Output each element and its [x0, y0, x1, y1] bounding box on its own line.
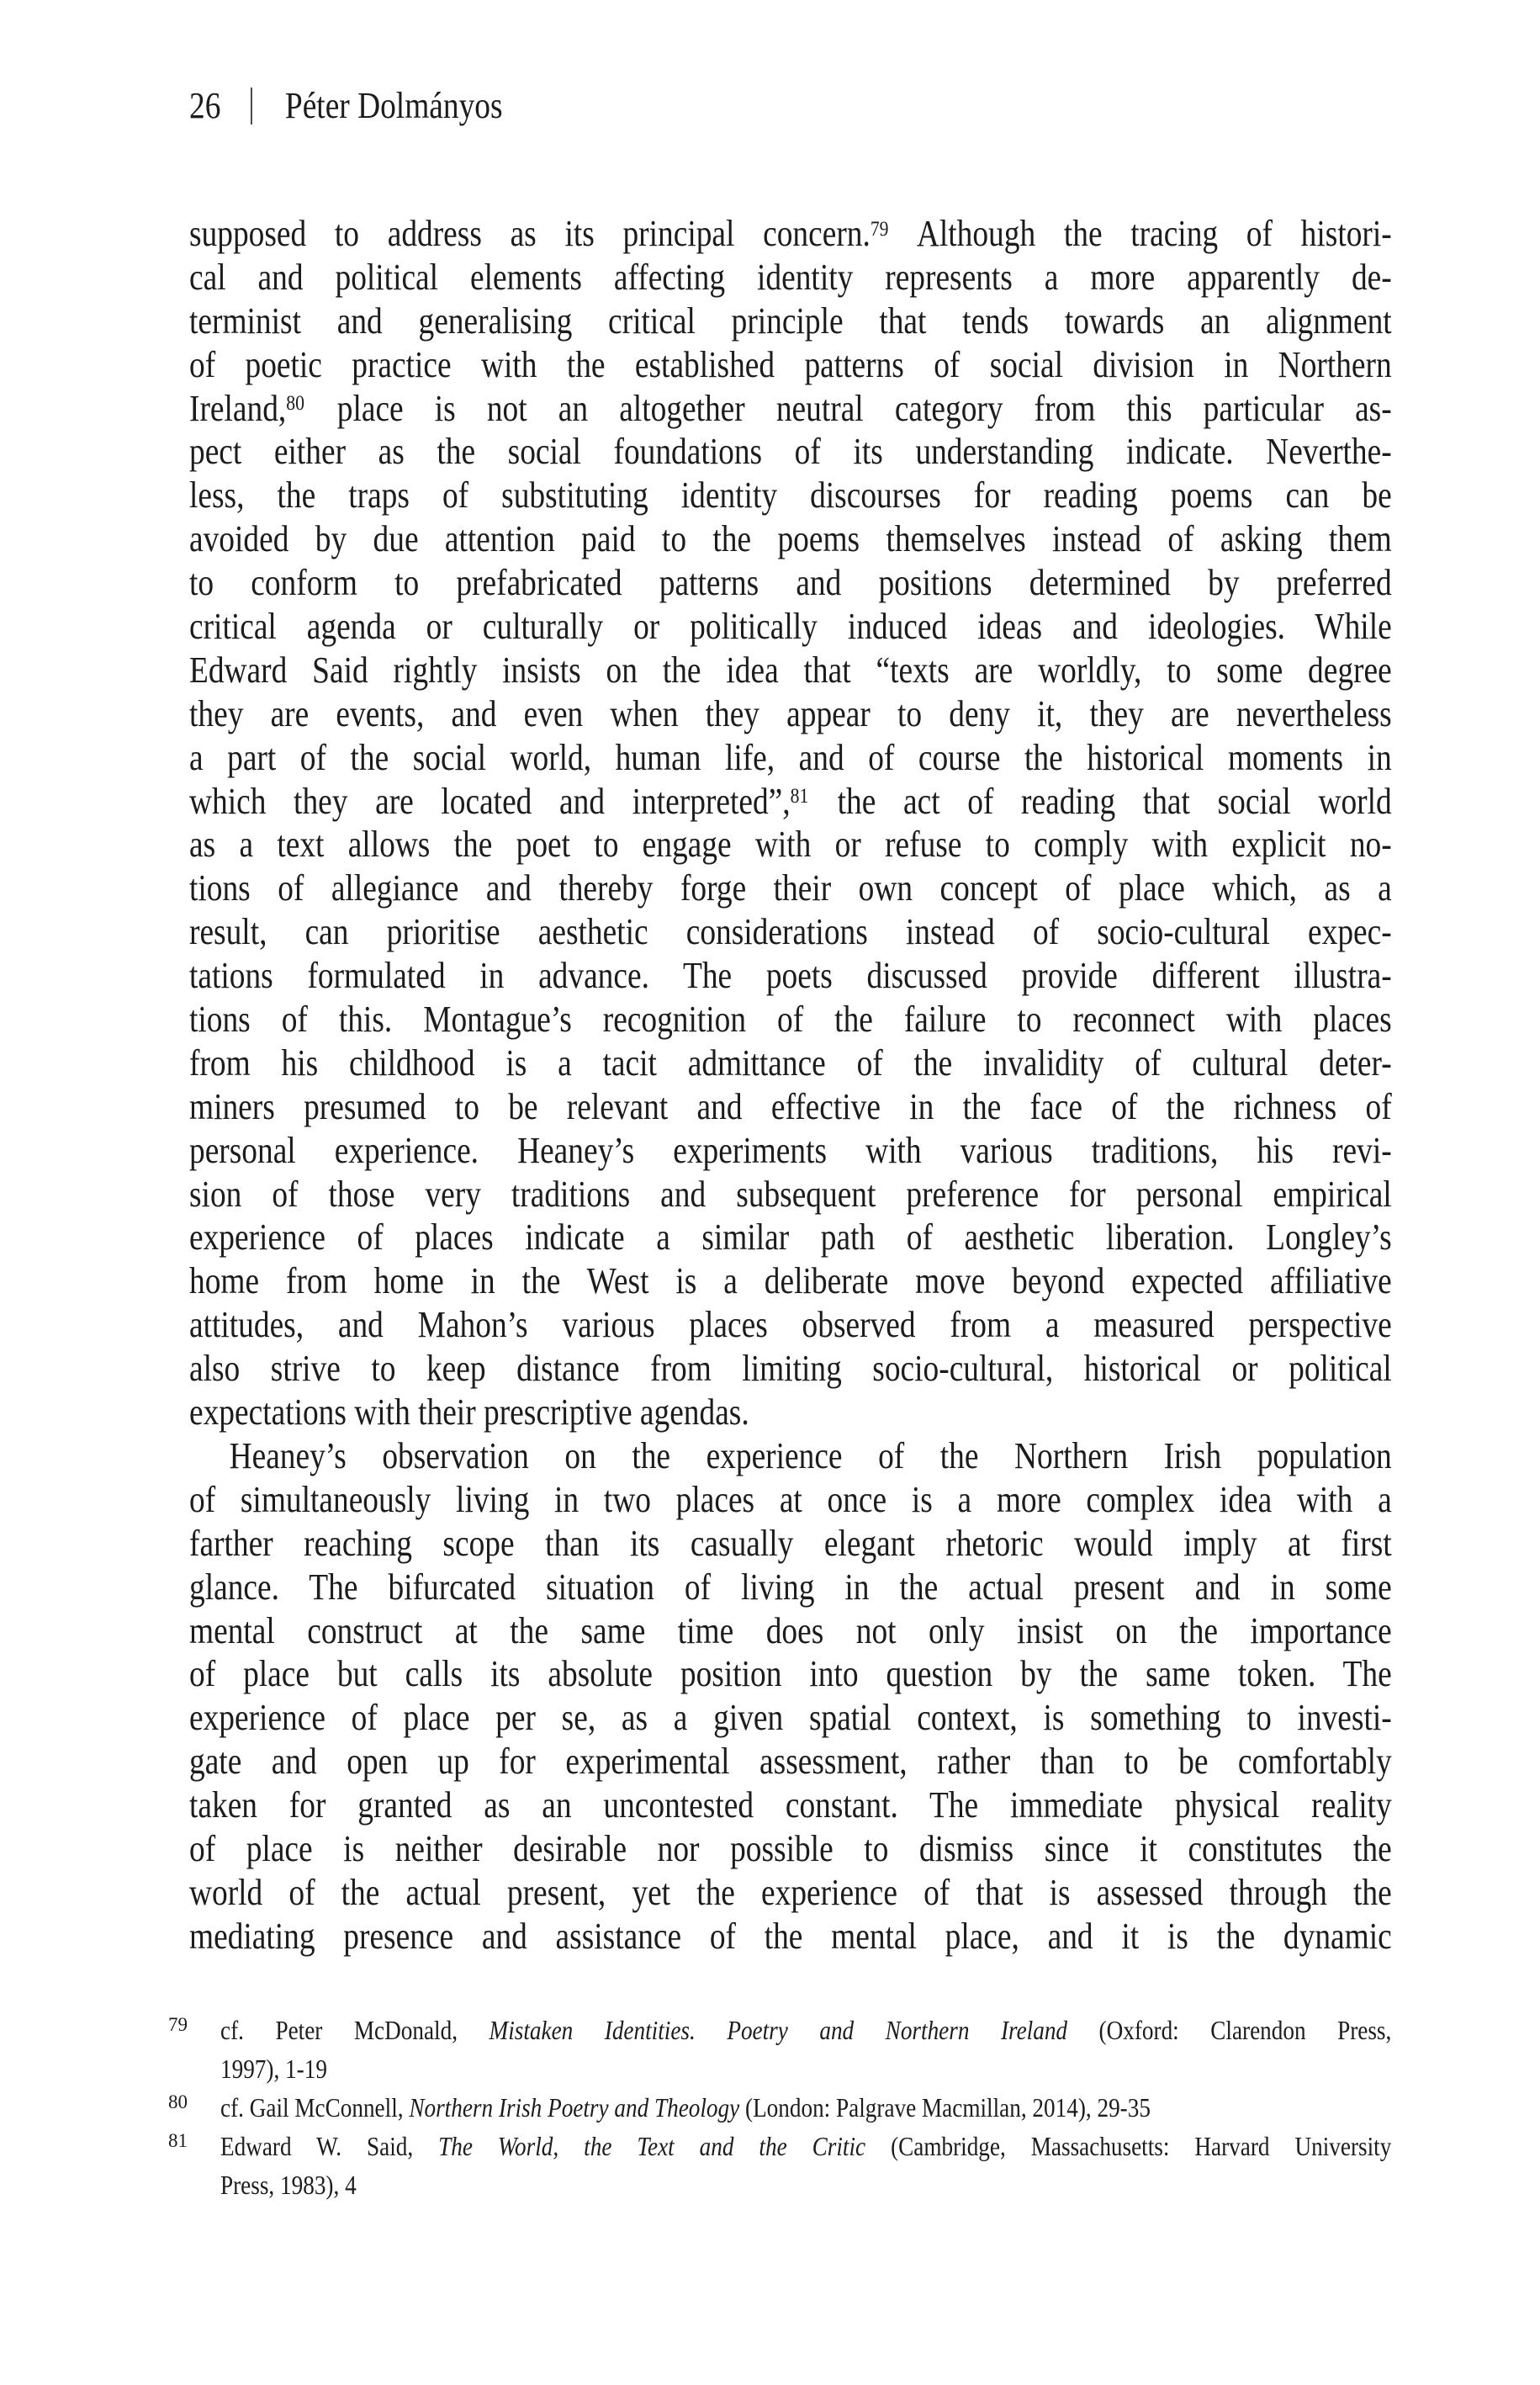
text-line: tions of this. Montague’s recognition of the failure to reconnect with places	[189, 999, 1392, 1041]
text-line: mediating presence and assistance of the mental place, and it is the dynamic	[189, 1915, 1392, 1957]
footnote-line: 1997), 1-19	[220, 2054, 327, 2084]
header-divider	[251, 87, 252, 125]
text-line: tations formulated in advance. The poets discussed provide different illustra-	[189, 955, 1392, 997]
text-line: Heaney’s observation on the experience of the Northern Irish population	[229, 1434, 1392, 1476]
text-line: Edward Said rightly insists on the idea that “texts are worldly, to some degree	[189, 649, 1392, 691]
text-line: they are events, and even when they appear to deny it, they are nevertheless	[189, 692, 1392, 734]
text-line: taken for granted as an uncontested constant. The immediate physical reality	[189, 1784, 1392, 1826]
text-line: result, can prioritise aesthetic considerations instead of socio-cultural expec-	[189, 911, 1392, 953]
footnote-ref: 81	[790, 783, 809, 808]
text-line: supposed to address as its principal concern.$^{79}$ Although the tracing of histori-	[189, 213, 1392, 254]
footnote-number: 80	[168, 2091, 188, 2112]
footnotes	[168, 2011, 1540, 2204]
text-line: miners presumed to be relevant and effective in the face of the richness of	[189, 1085, 1392, 1127]
body-text	[189, 212, 1392, 1958]
running-head-author: Péter Dolmányos	[284, 85, 503, 126]
footnote	[168, 2011, 1540, 2088]
text-line: from his childhood is a tacit admittance of the invalidity of cultural deter-	[189, 1041, 1392, 1084]
text-line: experience of place per se, as a given spatial context, is something to investi-	[189, 1697, 1392, 1739]
footnote	[168, 2127, 1540, 2204]
footnote-text	[220, 2011, 1391, 2088]
text-line: tions of allegiance and thereby forge their own concept of place which, as a	[189, 867, 1392, 909]
text-line: less, the traps of substituting identity discourses for reading poems can be	[189, 474, 1392, 517]
footnote-line: Edward W. Said, The World, the Text and the Critic (Cambridge, Massachusetts: Harvard University	[220, 2131, 1392, 2161]
footnote-line: cf. Peter McDonald, Mistaken Identities. Poetry and Northern Ireland (Oxford: Clarendon Press,	[220, 2015, 1392, 2045]
text-line: home from home in the West is a deliberate move beyond expected affiliative	[189, 1260, 1392, 1302]
text-line: to conform to prefabricated patterns and positions determined by preferred	[189, 562, 1392, 604]
text-line: attitudes, and Mahon’s various places observed from a measured perspective	[189, 1304, 1392, 1346]
text-line: glance. The bifurcated situation of living in the actual present and in some	[189, 1566, 1392, 1608]
text-line: world of the actual present, yet the experience of that is assessed through the	[189, 1871, 1392, 1913]
text-line: critical agenda or culturally or politically induced ideas and ideologies. While	[189, 606, 1392, 648]
paragraph	[189, 1434, 1392, 1958]
footnote-ref: 80	[286, 390, 304, 416]
footnote-number: 81	[168, 2130, 188, 2151]
text-line: mental construct at the same time does not only insist on the importance	[189, 1609, 1392, 1651]
text-line: expectations with their prescriptive agendas.	[189, 1391, 749, 1434]
text-line: of place is neither desirable nor possible to dismiss since it constitutes the	[189, 1827, 1392, 1869]
text-line: avoided by due attention paid to the poems themselves instead of asking them	[189, 518, 1392, 560]
text-line: which they are located and interpreted”,$^{81}$ the act of reading that social world	[189, 780, 1392, 822]
footnote-line: Press, 1983), 4	[220, 2170, 357, 2200]
text-line: experience of places indicate a similar path of aesthetic liberation. Longley’s	[189, 1216, 1392, 1259]
text-line: also strive to keep distance from limiting socio-cultural, historical or political	[189, 1348, 1392, 1390]
text-line: a part of the social world, human life, and of course the historical moments in	[189, 736, 1392, 778]
text-line: of simultaneously living in two places at once is a more complex idea with a	[189, 1478, 1392, 1520]
text-line: Ireland,$^{80}$ place is not an altogether neutral category from this particular as-	[189, 387, 1392, 429]
footnote-text	[220, 2127, 1391, 2204]
text-line: cal and political elements affecting identity represents a more apparently de-	[189, 256, 1392, 298]
footnote-ref: 79	[870, 215, 889, 241]
paragraph	[189, 212, 1392, 1434]
footnote	[168, 2088, 1540, 2127]
text-line: of place but calls its absolute position into question by the same token. The	[189, 1653, 1392, 1695]
footnote-line: cf. Gail McConnell, Northern Irish Poetry and Theology (London: Palgrave Macmillan, 2014), 29-35	[220, 2092, 1151, 2123]
text-line: terminist and generalising critical principle that tends towards an alignment	[189, 299, 1392, 342]
footnote-text	[220, 2088, 1391, 2127]
page-header	[189, 84, 503, 127]
text-line: pect either as the social foundations of its understanding indicate. Neverthe-	[189, 431, 1392, 473]
footnote-number: 79	[168, 2014, 188, 2035]
text-line: farther reaching scope than its casually elegant rhetoric would imply at first	[189, 1522, 1392, 1564]
text-line: of poetic practice with the established patterns of social division in Northern	[189, 343, 1392, 385]
text-line: personal experience. Heaney’s experiments with various traditions, his revi-	[189, 1129, 1392, 1171]
text-line: as a text allows the poet to engage with or refuse to comply with explicit no-	[189, 824, 1392, 866]
text-line: sion of those very traditions and subsequent preference for personal empirical	[189, 1173, 1392, 1215]
text-line: gate and open up for experimental assessment, rather than to be comfortably	[189, 1741, 1392, 1783]
page-number: 26	[189, 85, 221, 126]
